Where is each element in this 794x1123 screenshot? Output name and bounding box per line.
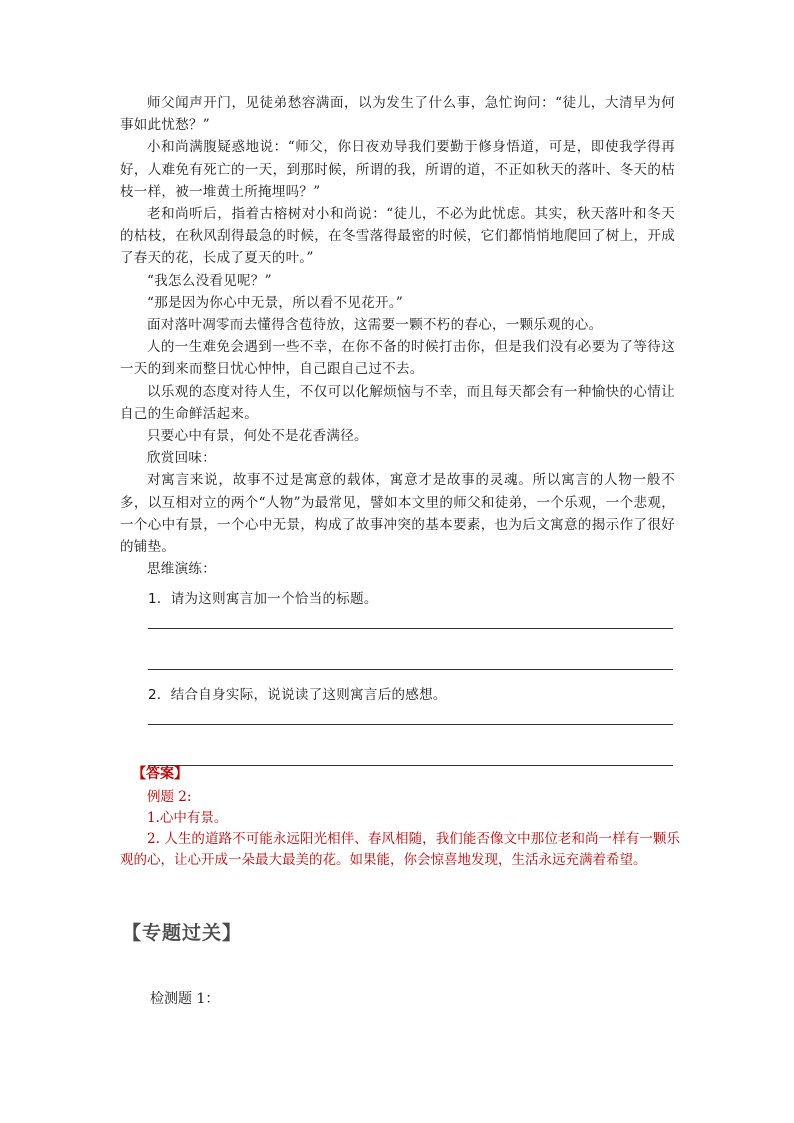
answer-section: [120, 764, 680, 871]
story-paragraph: 小和尚满腹疑惑地说：“师父，你日夜劝导我们要勤于修身悟道，可是，即使我学得再好，人难免有死亡的一天，到那时候，所谓的我，所谓的道，不正如秋天的落叶、冬天的枯枝一样，被一堆黄土所掩埋吗？”: [120, 139, 675, 200]
appreciation-text: 对寓言来说，故事不过是寓意的载体，寓意才是故事的灵魂。所以寓言的人物一般不多，以互相对立的两个“人物”为最常见，譬如本文里的师父和徒弟，一个乐观，一个悲观，一个心中有景，一个心中无景，构成了故事冲突的基本要素，也为后文寓意的揭示作了很好的铺垫。: [120, 472, 675, 556]
section-title: 【专题过关】: [122, 922, 243, 944]
appreciation-heading: 欣赏回味：: [147, 450, 216, 467]
story-paragraph: “那是因为你心中无景，所以看不见花开。”: [147, 294, 404, 311]
story-paragraph: 师父闻声开门，见徒弟愁容满面，以为发生了什么事，急忙询问：“徒儿，大清早为何事如此忧愁？”: [120, 95, 675, 134]
story-paragraph: 人的一生难免会遇到一些不幸，在你不备的时候打击你，但是我们没有必要为了等待这一天的到来而整日忧心忡忡，自己跟自己过不去。: [120, 339, 675, 378]
answer-item: 1.心中有景。: [147, 810, 228, 826]
question-2: 2．结合自身实际，说说读了这则寓言后的感想。: [148, 687, 447, 704]
story-paragraph: 面对落叶凋零而去懂得含苞待放，这需要一颗不朽的春心，一颗乐观的心。: [147, 317, 603, 334]
answer-tag: 【答案】: [132, 766, 188, 782]
answer-item: 2. 人生的道路不可能永远阳光相伴、春风相随，我们能否像文中那位老和尚一样有一颗乐观的心，让心开成一朵最大最美的花。如果能，你会惊喜地发现，生活永远充满着希望。: [120, 831, 680, 868]
answer-example-label: 例题 2:: [147, 789, 192, 805]
exercise-heading: 思维演练：: [147, 561, 216, 578]
story-paragraph: 只要心中有景，何处不是花香满径。: [147, 428, 368, 445]
question-1: 1．请为这则寓言加一个恰当的标题。: [148, 591, 378, 608]
story-paragraph: 以乐观的态度对待人生，不仅可以化解烦恼与不幸，而且每天都会有一种愉快的心情让自己的生命鲜活起来。: [120, 383, 675, 422]
story-paragraph: 老和尚听后，指着古榕树对小和尚说：“徒儿，不必为此忧虑。其实，秋天落叶和冬天的枯枝，在秋风刮得最急的时候，在冬雪落得最密的时候，它们都悄悄地爬回了树上，开成了春天的花，长成了夏天的叶。”: [120, 206, 675, 267]
story-body: [120, 92, 675, 766]
answer-blank-line[interactable]: [148, 669, 673, 670]
test-question-label: 检测题 1：: [150, 991, 220, 1007]
story-paragraph: “我怎么没看见呢？”: [147, 272, 272, 289]
